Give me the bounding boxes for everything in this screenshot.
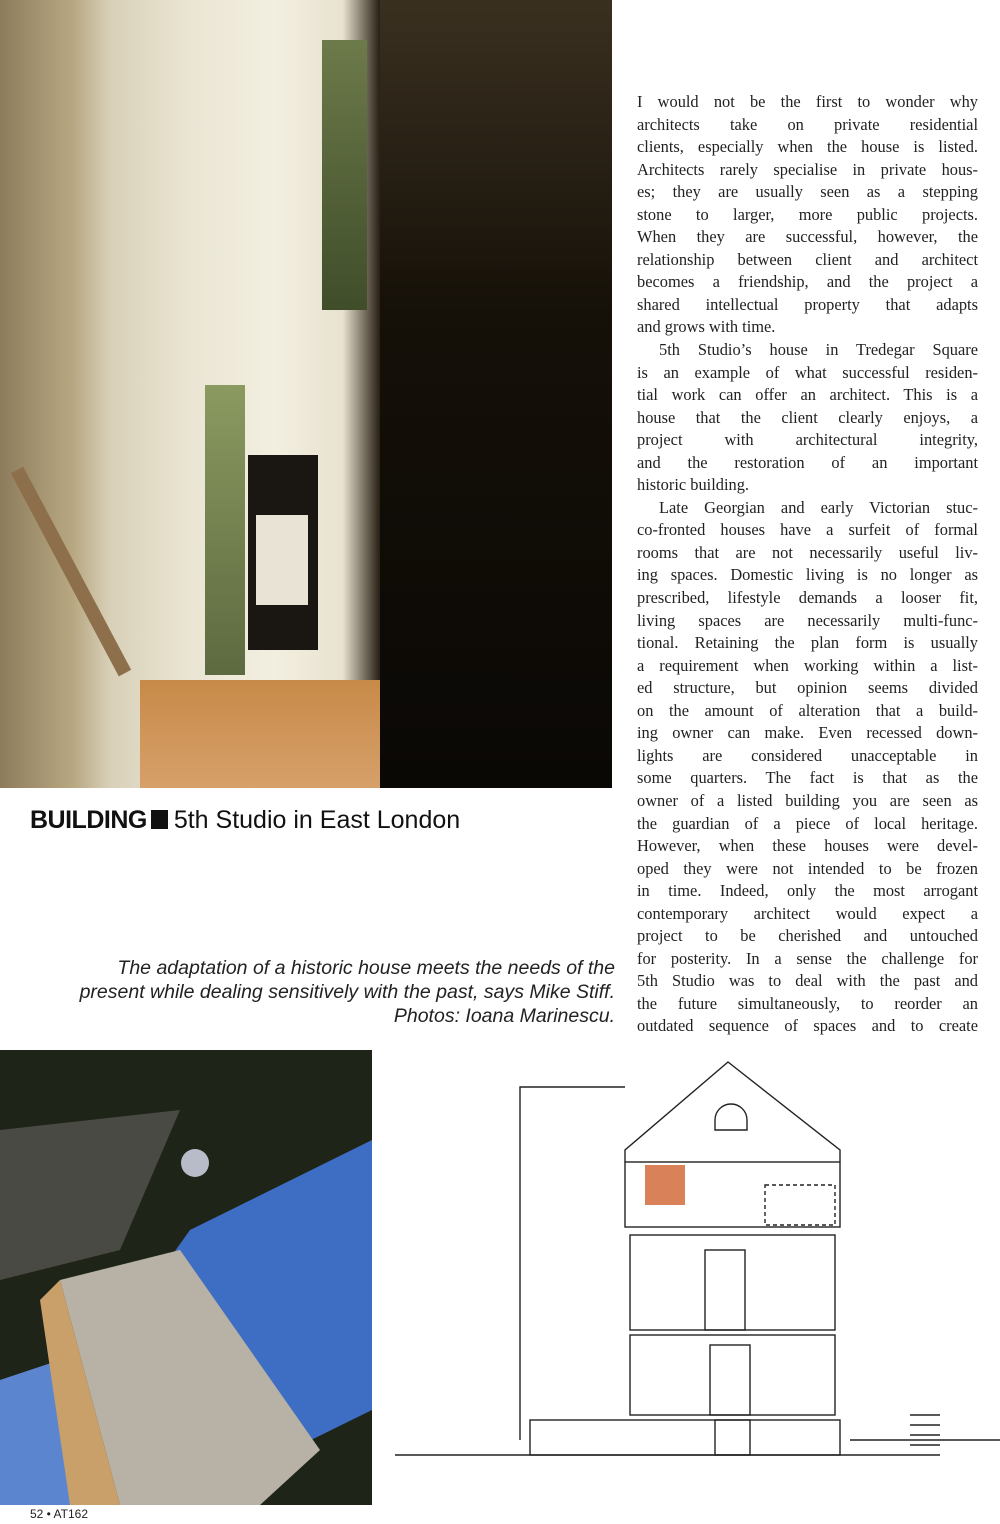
photo-stair-shadow (380, 0, 612, 788)
article-body (637, 91, 978, 1038)
article-line: and grows with time. (637, 317, 776, 337)
article-line: architects take on private residential (637, 114, 978, 134)
rooflight-aerial-photo (0, 1050, 372, 1505)
article-line: historic building. (637, 475, 749, 495)
article-line: outdated sequence of spaces and to create (637, 1016, 978, 1036)
article-line: and the restoration of an important (637, 452, 978, 472)
stair-accent (645, 1165, 685, 1205)
article-line: 5th Studio was to deal with the past and (637, 971, 978, 991)
standfirst-line: present while dealing sensitively with the past, says Mike Stiff. (79, 981, 615, 1003)
article-line: owner of a listed building you are seen as (637, 790, 978, 810)
photo-floor (140, 680, 380, 788)
article-line: ed structure, but opinion seems divided (637, 678, 978, 698)
article-line: Architects rarely specialise in private hous- (637, 159, 978, 179)
article-line: lights are considered unacceptable in (637, 745, 978, 765)
article-line: es; they are usually seen as a stepping (637, 182, 978, 202)
standfirst (40, 956, 615, 1028)
page-folio: 52 • AT162 (30, 1507, 89, 1521)
standfirst-line: The adaptation of a historic house meets the needs of the (117, 957, 615, 979)
article-line: shared intellectual property that adapts (637, 294, 978, 314)
building-section-drawing (380, 1050, 1000, 1480)
article-line: ing owner can make. Even recessed down- (637, 723, 978, 743)
interior-stair-photo (0, 0, 612, 788)
article-line: a requirement when working within a list- (637, 655, 978, 675)
article-line: When they are successful, however, the (637, 227, 978, 247)
square-bullet-icon (151, 810, 168, 829)
article-line: becomes a friendship, and the project a (637, 272, 978, 292)
article-line: ing spaces. Domestic living is no longer as (637, 565, 978, 585)
article-line: on the amount of alteration that a build- (637, 700, 978, 720)
article-line: for posterity. In a sense the challenge for (637, 948, 978, 968)
article-line: some quarters. The fact is that as the (637, 768, 978, 788)
article-line: rooms that are not necessarily useful liv- (637, 542, 978, 562)
article-line: the future simultaneously, to reorder an (637, 993, 978, 1013)
article-line: in time. Indeed, only the most arrogant (637, 881, 978, 901)
photo-credit: Photos: Ioana Marinescu. (393, 1005, 615, 1027)
article-line: relationship between client and architect (637, 249, 978, 269)
article-line: co-fronted houses have a surfeit of formal (637, 520, 978, 540)
article-line: tional. Retaining the plan form is usually (637, 633, 978, 653)
article-line: clients, especially when the house is listed. (637, 137, 978, 157)
article-line: project with architectural integrity, (637, 430, 978, 450)
article-line: However, when these houses were devel- (637, 836, 978, 856)
article-line: project to be cherished and untouched (637, 926, 978, 946)
article-line: is an example of what successful residen- (637, 362, 978, 382)
article-line: tial work can offer an architect. This is a (637, 385, 978, 405)
photo-window (322, 40, 367, 310)
photo-garden (205, 385, 245, 675)
article-line: contemporary architect would expect a (637, 903, 978, 923)
article-line: prescribed, lifestyle demands a looser fit, (637, 588, 978, 608)
article-line: living spaces are necessarily multi-func- (637, 610, 978, 630)
article-line: Late Georgian and early Victorian stuc- (659, 497, 978, 517)
headline-title: 5th Studio in East London (173, 806, 461, 834)
article-line: the guardian of a piece of local heritage. (637, 813, 978, 833)
article-line: I would not be the first to wonder why (637, 92, 978, 111)
article-line: house that the client clearly enjoys, a (637, 407, 978, 427)
section-label: BUILDING (30, 806, 147, 834)
article-line: 5th Studio’s house in Tredegar Square (659, 340, 978, 360)
headline (30, 806, 460, 835)
photo-handrail (11, 467, 131, 677)
photo-hanging-scroll (248, 455, 318, 650)
article-line: stone to larger, more public projects. (637, 204, 978, 224)
article-line: oped they were not intended to be frozen (637, 858, 978, 878)
